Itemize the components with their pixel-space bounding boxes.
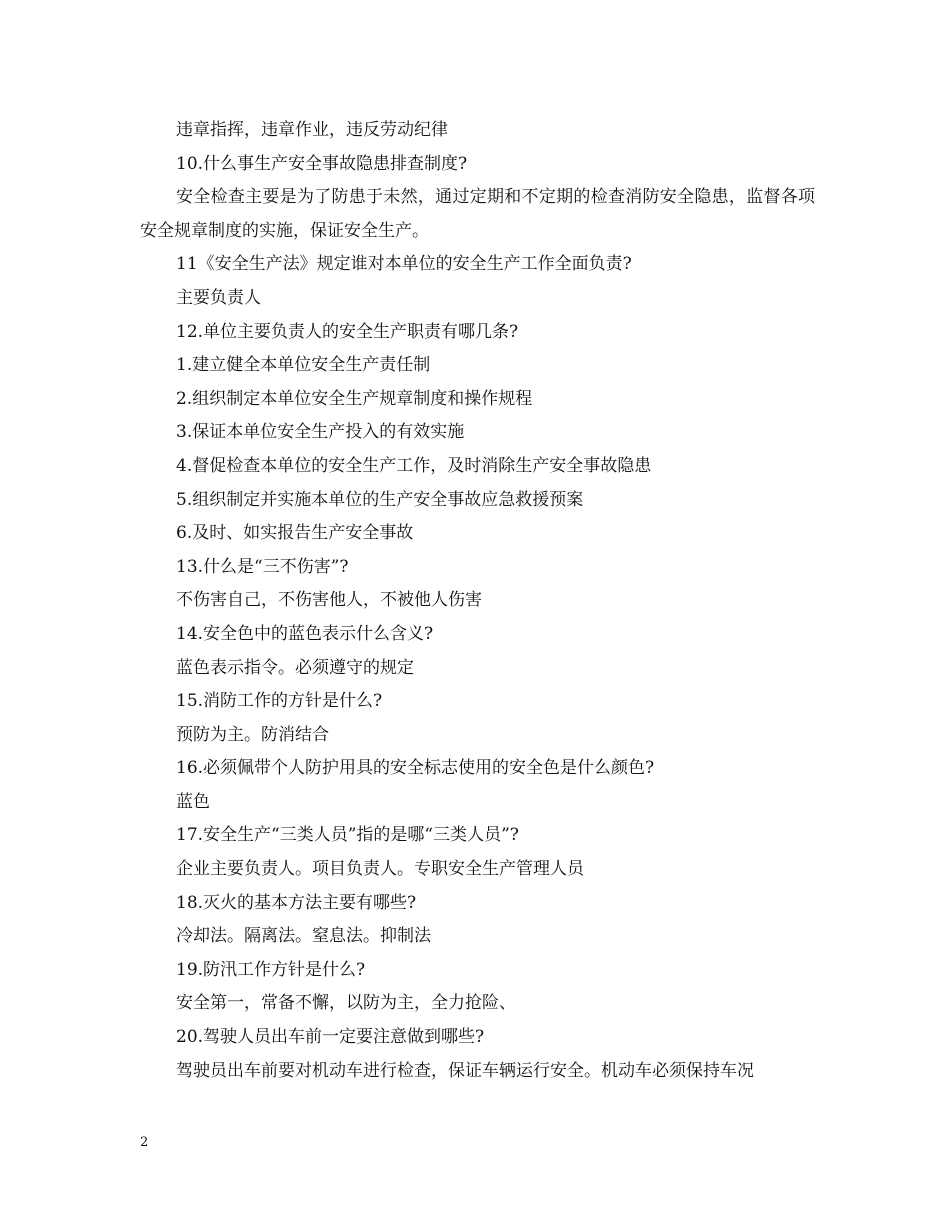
question-line: 12.单位主要负责人的安全生产职责有哪几条? (176, 321, 519, 342)
list-item: 5.组织制定并实施本单位的生产安全事故应急救援预案 (176, 489, 584, 510)
question-line: 15.消防工作的方针是什么? (176, 691, 383, 712)
answer-line: 安全第一，常备不懈，以防为主，全力抢险、 (176, 993, 516, 1014)
answer-line: 蓝色 (176, 791, 210, 812)
question-line: 19.防汛工作方针是什么? (176, 959, 366, 980)
answer-line: 预防为主。防消结合 (176, 724, 329, 745)
question-line: 14.安全色中的蓝色表示什么含义? (176, 623, 434, 644)
question-line: 18.灭火的基本方法主要有哪些? (176, 892, 417, 913)
question-line: 17.安全生产“三类人员”指的是哪“三类人员”? (176, 825, 519, 846)
list-item: 4.督促检查本单位的安全生产工作，及时消除生产安全事故隐患 (176, 455, 652, 476)
answer-paragraph: 安全检查主要是为了防患于未然，通过定期和不定期的检查消防安全隐患，监督各项安全规章制度的实施，保证安全生产。 (140, 187, 815, 241)
question-line: 13.什么是“三不伤害”? (176, 556, 349, 577)
answer-line: 冷却法。隔离法。窒息法。抑制法 (176, 926, 431, 947)
answer-line: 驾驶员出车前要对机动车进行检查，保证车辆运行安全。机动车必须保持车况 (176, 1060, 754, 1081)
answer-line: 主要负责人 (176, 287, 261, 308)
question-line: 20.驾驶人员出车前一定要注意做到哪些? (176, 1027, 485, 1048)
list-item: 6.及时、如实报告生产安全事故 (176, 523, 414, 544)
answer-line: 企业主要负责人。项目负责人。专职安全生产管理人员 (176, 859, 584, 880)
text-line: 违章指挥，违章作业，违反劳动纪律 (176, 120, 448, 140)
list-item: 1.建立健全本单位安全生产责任制 (176, 355, 431, 376)
document-body (140, 114, 815, 1088)
question-line: 16.必须佩带个人防护用具的安全标志使用的安全色是什么颜色? (176, 758, 655, 779)
list-item: 3.保证本单位安全生产投入的有效实施 (176, 422, 465, 443)
answer-line: 不伤害自己，不伤害他人，不被他人伤害 (176, 590, 482, 611)
page-number: 2 (140, 1135, 149, 1150)
list-item: 2.组织制定本单位安全生产规章制度和操作规程 (176, 388, 533, 409)
answer-line: 蓝色表示指令。必须遵守的规定 (176, 657, 414, 678)
question-line: 10.什么事生产安全事故隐患排查制度? (176, 153, 468, 174)
question-line: 11《安全生产法》规定谁对本单位的安全生产工作全面负责? (176, 254, 632, 275)
